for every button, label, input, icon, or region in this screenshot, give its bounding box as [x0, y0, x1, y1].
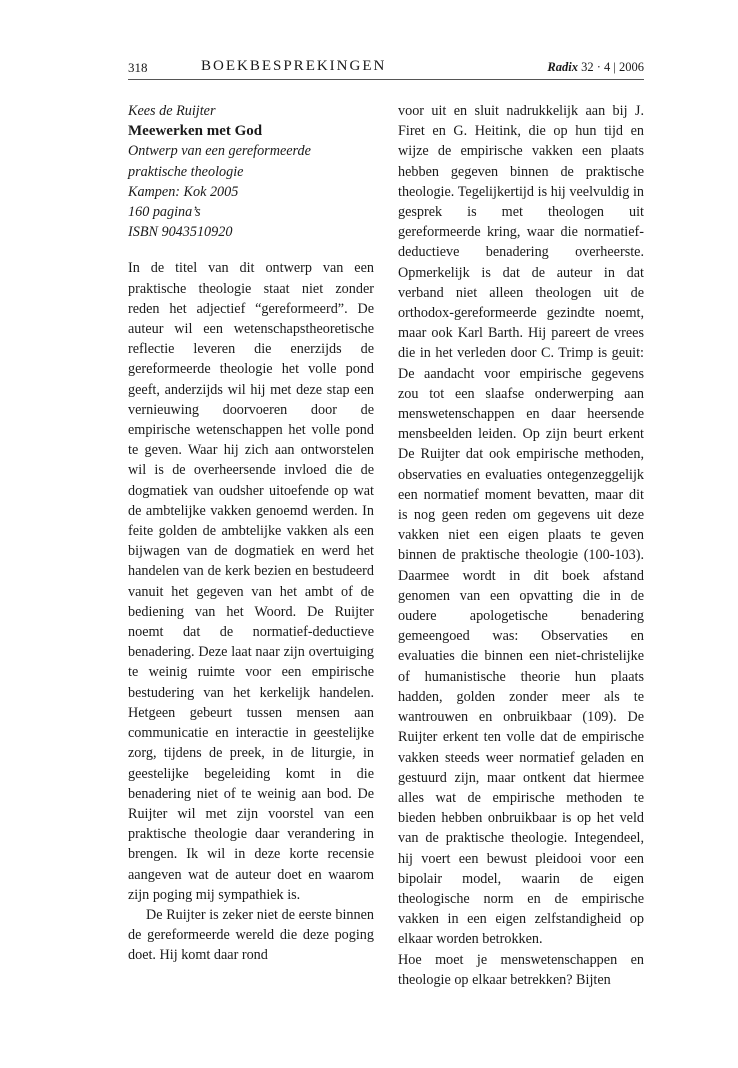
right-body-text — [398, 101, 644, 990]
journal-reference — [547, 60, 644, 75]
left-column — [128, 101, 374, 966]
right-column — [398, 101, 644, 990]
book-isbn: ISBN 9043510920 — [128, 224, 233, 241]
paragraph: In de titel van dit ontwerp van een praktische theologie staat niet zonder reden het adjectief “gereformeerd”. De auteur wil een wetenschapstheoretische reflectie leveren die enerzijds de gereformeerde theologie het volle pond geeft, anderzijds wil hij met deze stap een vernieuwing doorvoeren door de empirische wetenschappen het volle pond te geven. Waar hij zich aan ontworstelen wil is de overheersende invloed die de dogmatiek van oudsher uitoefende op wat de ambtelijke vakken genoemd werden. In feite golden de ambtelijke vakken als een bijwagen van de dogmatiek en werd het handelen van de kerk bezien en bestudeerd vanuit het gegeven van het ambt of de bediening van het Woord. De Ruijter noemt dat de normatief-deductieve benadering. Deze laat naar zijn overtuiging te weinig ruimte voor een empirische bestudering van het kerkelijk handelen. Hetgeen gebeurt tussen mensen aan communicatie en interactie in geestelijke zorg, tijdens de preek, in de liturgie, in geestelijke begeleiding komt in die benadering niet of te weinig aan bod. De Ruijter wil met zijn voorstel van een praktische theologie daar verandering in brengen. Ik wil in deze korte recensie aangeven wat de auteur doet en waarom zijn poging mij sympathiek is. — [128, 260, 374, 903]
journal-name: Radix — [547, 60, 578, 74]
header-rule — [128, 79, 644, 80]
book-metadata — [128, 101, 374, 242]
book-author: Kees de Ruijter — [128, 103, 216, 119]
book-subtitle-line2: praktische theologie — [128, 163, 244, 180]
left-body-text — [128, 258, 374, 965]
paragraph: voor uit en sluit nadrukkelijk aan bij J. Firet en G. Heitink, die op hun tijd en wijze de empirische vakken een plaats hebben gegeven binnen de praktische theologie. Tegelijkertijd is hij veelvuldig in gesprek is met theologen uit gereformeerde kring, waar die normatief-deductieve benadering overheerste. Opmerkelijk is dat de auteur in dat verband niet alleen theologen uit de orthodox-gereformeerde gezindte noemt, maar ook Karl Barth. Hij pareert de vrees die in het verleden door C. Trimp is geuit: De aandacht voor empirische gegevens zou tot een slaafse onderwerping aan menswetenschappen en daar heersende mensbeelden leiden. Op zijn beurt erkent De Ruijter dat ook empirische methoden, observaties en evaluaties ontegenzeggelijk een normatief moment bevatten, maar dit is nog geen reden om gegevens uit deze vakken niet een eigen plaats te geven binnen de praktische theologie (100-103). Daarmee wordt in dit boek afstand genomen van een opvatting die in de oudere apologetische benadering gemeengoed was: Observaties en evaluaties die binnen een niet-christelijke of humanistische theorie hun plaats hadden, golden zonder meer als te wantrouwen en onbruikbaar (109). De Ruijter erkent ten volle dat de empirische vakken steeds weer normatief geladen en gestuurd zijn, maar ontkent dat hiermee alles wat de empirische methoden te bieden hebben onbruikbaar is op het veld van de praktische theologie. Integendeel, hij voert een bewust pleidooi voor een bipolair model, waarin de eigen theologische norm en de empirische vakken in een eigen zelfstandigheid op elkaar worden betrokken. — [398, 103, 644, 948]
section-title: BOEKBESPREKINGEN — [201, 58, 387, 74]
book-title: Meewerken met God — [128, 123, 263, 140]
page-number: 318 — [128, 60, 148, 75]
running-header — [128, 58, 644, 80]
book-subtitle-line1: Ontwerp van een gereformeerde — [128, 143, 311, 160]
book-publisher: Kampen: Kok 2005 — [128, 183, 239, 200]
journal-issue: 32 · 4 | 2006 — [581, 60, 644, 74]
paragraph: Hoe moet je menswetenschappen en theologie op elkaar betrekken? Bijten — [398, 951, 644, 988]
paragraph: De Ruijter is zeker niet de eerste binnen de gereformeerde wereld die deze poging doet. Hij komt daar rond — [128, 906, 374, 964]
book-pages: 160 pagina’s — [128, 204, 201, 221]
